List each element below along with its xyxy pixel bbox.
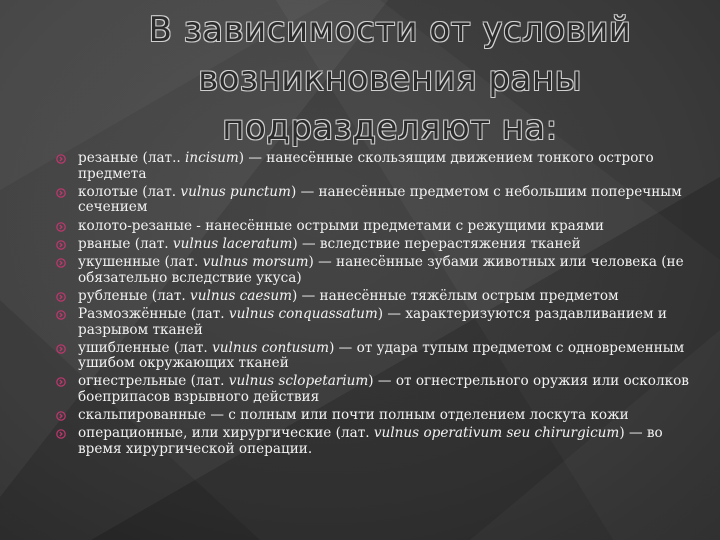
circled-arrow-icon — [56, 154, 66, 164]
item-latin: vulnus laceratum — [172, 235, 293, 252]
list-item — [56, 408, 696, 424]
item-text-rest: ) — нанесённые предметом с небольшим поперечным сечением — [78, 183, 682, 216]
list-item — [56, 374, 696, 405]
list-item — [56, 237, 696, 253]
item-latin: vulnus operativum seu chirurgicum — [373, 425, 620, 442]
title-line-3: подразделяют на: — [222, 108, 558, 148]
item-latin: incisum — [185, 150, 239, 166]
item-latin: vulnus contusum — [212, 339, 330, 356]
circled-arrow-icon — [56, 429, 66, 439]
circled-arrow-icon — [56, 377, 66, 387]
item-text-rest: ) — нанесённые скользящим движением тонкого острого предмета — [78, 150, 654, 182]
item-latin: vulnus punctum — [180, 183, 291, 200]
list-item — [56, 151, 696, 182]
item-text: резаные (лат.. — [78, 150, 186, 166]
circled-arrow-icon — [56, 188, 66, 198]
item-text: огнестрельные (лат. — [78, 373, 229, 390]
item-text: укушенные (лат. — [78, 253, 203, 270]
list-item — [56, 219, 696, 235]
item-text: колото-резаные - нанесённые острыми предметами с режущими краями — [78, 217, 604, 234]
list-item — [56, 289, 696, 305]
item-text: операционные, или хирургические (лат. — [78, 425, 374, 442]
wound-types-list — [56, 151, 696, 460]
circled-arrow-icon — [56, 258, 66, 268]
item-text: Размозжённые (лат. — [78, 305, 229, 322]
item-latin: vulnus morsum — [202, 253, 309, 270]
item-latin: vulnus caesum — [190, 287, 293, 304]
list-item — [56, 185, 696, 216]
item-text-rest: ) — вследствие перерастяжения тканей — [292, 235, 581, 252]
item-text: ушибленные (лат. — [78, 339, 213, 356]
list-item — [56, 426, 696, 457]
list-item — [56, 341, 696, 372]
circled-arrow-icon — [56, 411, 66, 421]
item-text-rest: ) — нанесённые тяжёлым острым предметом — [292, 287, 619, 304]
list-item — [56, 307, 696, 338]
slide-title — [80, 6, 700, 153]
circled-arrow-icon — [56, 240, 66, 250]
circled-arrow-icon — [56, 292, 66, 302]
item-latin: vulnus sclopetarium — [228, 373, 369, 390]
item-text-rest: ) — во время хирургической операции. — [78, 425, 663, 458]
title-line-2: возникновения раны — [198, 59, 582, 99]
item-latin: vulnus conquassatum — [228, 305, 378, 322]
item-text: колотые (лат. — [78, 183, 181, 200]
item-text-rest: ) — от удара тупым предметом с одновременным ушибом окружающих тканей — [78, 339, 685, 372]
title-line-1: В зависимости от условий — [148, 10, 632, 50]
item-text: рубленые (лат. — [78, 287, 191, 304]
item-text-rest: ) — характеризуются раздавливанием и разрывом тканей — [78, 305, 667, 338]
item-text: рваные (лат. — [78, 235, 173, 252]
item-text-rest: ) — нанесённые зубами животных или человека (не обязательно вследствие укуса) — [78, 253, 684, 286]
item-text: скальпированные — с полным или почти полным отделением лоскута кожи — [78, 407, 629, 424]
list-item — [56, 255, 696, 286]
circled-arrow-icon — [56, 222, 66, 232]
circled-arrow-icon — [56, 344, 66, 354]
item-text-rest: ) — от огнестрельного оружия или осколков боеприпасов взрывного действия — [78, 373, 689, 406]
circled-arrow-icon — [56, 310, 66, 320]
